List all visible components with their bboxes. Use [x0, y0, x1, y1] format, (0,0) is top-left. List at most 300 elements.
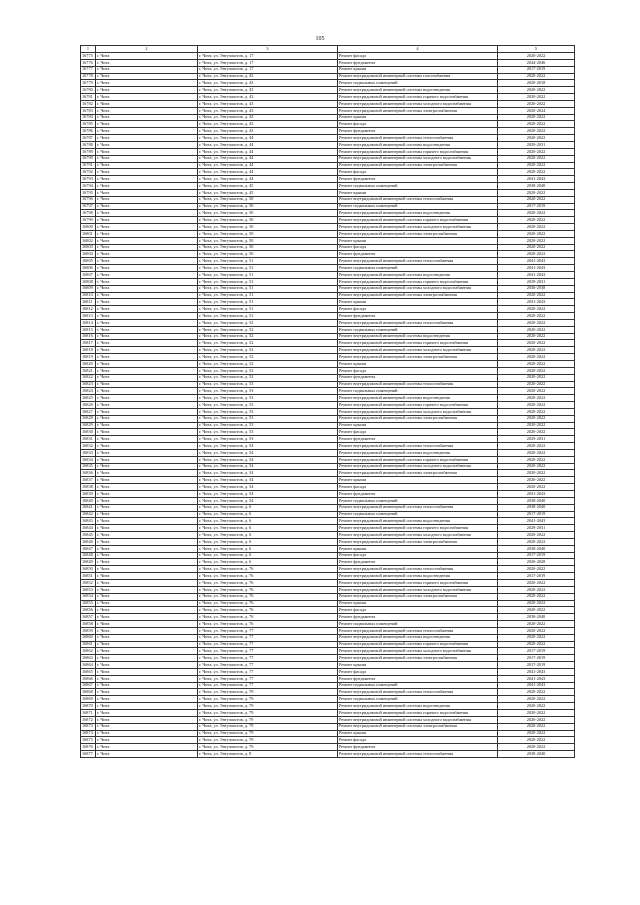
work-type: Ремонт фундамента: [338, 128, 498, 135]
period: 2020-2018: [498, 80, 575, 87]
settlement: г. Чита: [96, 319, 198, 326]
address: г. Чита, ул. Энтузиастов, д. 76: [198, 600, 338, 607]
work-type: Ремонт внутридомовой инженерной системы горячего водоснабжения: [338, 525, 498, 532]
table-row: [81, 545, 575, 552]
settlement: г. Чита: [96, 614, 198, 621]
table-row: [81, 710, 575, 717]
period: 2020-2022: [498, 402, 575, 409]
period: 2020-2022: [498, 217, 575, 224]
row-number: 16793: [81, 176, 96, 183]
settlement: г. Чита: [96, 497, 198, 504]
row-number: 16812: [81, 306, 96, 313]
address: г. Чита, ул. Энтузиастов, д. 44: [198, 135, 338, 142]
work-type: Ремонт внутридомовой инженерной системы холодного водоснабжения: [338, 463, 498, 470]
period: 2020-2022: [498, 94, 575, 101]
row-number: 16866: [81, 675, 96, 682]
work-type: Ремонт фундамента: [338, 374, 498, 381]
settlement: г. Чита: [96, 675, 198, 682]
period: 2038-2040: [498, 545, 575, 552]
table-row: [81, 696, 575, 703]
settlement: г. Чита: [96, 600, 198, 607]
table-row: [81, 230, 575, 237]
address: г. Чита, ул. Энтузиастов, д. 77: [198, 641, 338, 648]
settlement: г. Чита: [96, 737, 198, 744]
settlement: г. Чита: [96, 333, 198, 340]
work-type: Ремонт внутридомовой инженерной системы водоотведения: [338, 333, 498, 340]
settlement: г. Чита: [96, 80, 198, 87]
row-number: 16847: [81, 545, 96, 552]
table-row: [81, 87, 575, 94]
table-row: [81, 381, 575, 388]
address: г. Чита, ул. Энтузиастов, д. 52: [198, 326, 338, 333]
row-number: 16782: [81, 100, 96, 107]
address: г. Чита, ул. Энтузиастов, д. 53: [198, 408, 338, 415]
row-number: 16853: [81, 586, 96, 593]
work-type: Ремонт крыши: [338, 662, 498, 669]
row-number: 16869: [81, 696, 96, 703]
table-row: [81, 470, 575, 477]
table-row: [81, 662, 575, 669]
table-row: [81, 176, 575, 183]
work-type: Ремонт внутридомовой инженерной системы теплоснабжения: [338, 135, 498, 142]
table-row: [81, 272, 575, 279]
address: г. Чита, ул. Энтузиастов, д. 53: [198, 415, 338, 422]
work-type: Ремонт внутридомовой инженерной системы холодного водоснабжения: [338, 155, 498, 162]
settlement: г. Чита: [96, 511, 198, 518]
work-type: Ремонт фасада: [338, 244, 498, 251]
period: 2041-2043: [498, 272, 575, 279]
table-row: [81, 388, 575, 395]
period: 2029-2031: [498, 278, 575, 285]
period: 2020-2022: [498, 449, 575, 456]
settlement: г. Чита: [96, 313, 198, 320]
table-row: [81, 436, 575, 443]
row-number: 16799: [81, 217, 96, 224]
settlement: г. Чита: [96, 449, 198, 456]
period: 2041-2043: [498, 668, 575, 675]
period: 2020-2022: [498, 600, 575, 607]
period: 2017-2019: [498, 573, 575, 580]
work-type: Ремонт внутридомовой инженерной системы горячего водоснабжения: [338, 710, 498, 717]
table-row: [81, 66, 575, 73]
work-type: Ремонт внутридомовой инженерной системы водоотведения: [338, 210, 498, 217]
period: 2020-2022: [498, 251, 575, 258]
address: г. Чита, ул. Энтузиастов, д. 76: [198, 579, 338, 586]
settlement: г. Чита: [96, 730, 198, 737]
period: 2041-2043: [498, 682, 575, 689]
settlement: г. Чита: [96, 621, 198, 628]
settlement: г. Чита: [96, 224, 198, 231]
period: 2038-2040: [498, 751, 575, 758]
work-type: Ремонт подвальных помещений: [338, 183, 498, 190]
period: 2041-2043: [498, 265, 575, 272]
row-number: 16848: [81, 552, 96, 559]
work-type: Ремонт подвальных помещений: [338, 682, 498, 689]
table-row: [81, 723, 575, 730]
address: г. Чита, ул. Энтузиастов, д. 43: [198, 121, 338, 128]
table-row: [81, 292, 575, 299]
period: 2020-2022: [498, 374, 575, 381]
period: 2029-2031: [498, 525, 575, 532]
period: 2020-2022: [498, 53, 575, 60]
settlement: г. Чита: [96, 607, 198, 614]
table-row: [81, 367, 575, 374]
period: 2020-2022: [498, 532, 575, 539]
work-type: Ремонт фундамента: [338, 614, 498, 621]
table-row: [81, 114, 575, 121]
row-number: 16841: [81, 504, 96, 511]
settlement: г. Чита: [96, 408, 198, 415]
settlement: г. Чита: [96, 251, 198, 258]
work-type: Ремонт внутридомовой инженерной системы электроснабжения: [338, 354, 498, 361]
period: 2020-2022: [498, 306, 575, 313]
period: 2020-2022: [498, 395, 575, 402]
settlement: г. Чита: [96, 696, 198, 703]
settlement: г. Чита: [96, 107, 198, 114]
work-type: Ремонт внутридомовой инженерной системы теплоснабжения: [338, 443, 498, 450]
address: г. Чита, ул. Энтузиастов, д. 79: [198, 696, 338, 703]
work-type: Ремонт внутридомовой инженерной системы теплоснабжения: [338, 504, 498, 511]
table-row: [81, 730, 575, 737]
table-row: [81, 319, 575, 326]
table-row: [81, 477, 575, 484]
settlement: г. Чита: [96, 443, 198, 450]
settlement: г. Чита: [96, 723, 198, 730]
row-number: 16857: [81, 614, 96, 621]
table-row: [81, 586, 575, 593]
address: г. Чита, ул. Энтузиастов, д. 50: [198, 244, 338, 251]
table-row: [81, 244, 575, 251]
work-type: Ремонт фундамента: [338, 675, 498, 682]
period: 2020-2022: [498, 689, 575, 696]
address: г. Чита, ул. Энтузиастов, д. 77: [198, 675, 338, 682]
address: г. Чита, ул. Энтузиастов, д. 6: [198, 511, 338, 518]
address: г. Чита, ул. Энтузиастов, д. 43: [198, 128, 338, 135]
settlement: г. Чита: [96, 87, 198, 94]
work-type: Ремонт внутридомовой инженерной системы газоснабжения: [338, 73, 498, 80]
work-type: Ремонт внутридомовой инженерной системы горячего водоснабжения: [338, 340, 498, 347]
work-type: Ремонт подвальных помещений: [338, 265, 498, 272]
address: г. Чита, ул. Энтузиастов, д. 54: [198, 491, 338, 498]
period: 2020-2022: [498, 333, 575, 340]
row-number: 16855: [81, 600, 96, 607]
row-number: 16801: [81, 230, 96, 237]
period: 2020-2022: [498, 224, 575, 231]
period: 2020-2022: [498, 367, 575, 374]
settlement: г. Чита: [96, 203, 198, 210]
period: 2041-2043: [498, 299, 575, 306]
address: г. Чита, ул. Энтузиастов, д. 54: [198, 470, 338, 477]
period: 2020-2022: [498, 566, 575, 573]
period: 2020-2022: [498, 354, 575, 361]
address: г. Чита, ул. Энтузиастов, д. 43: [198, 73, 338, 80]
row-number: 16808: [81, 278, 96, 285]
period: 2020-2022: [498, 292, 575, 299]
settlement: г. Чита: [96, 217, 198, 224]
work-type: Ремонт крыши: [338, 237, 498, 244]
row-number: 16849: [81, 559, 96, 566]
table-row: [81, 107, 575, 114]
address: г. Чита, ул. Энтузиастов, д. 43: [198, 87, 338, 94]
work-type: Ремонт фасада: [338, 121, 498, 128]
table-row: [81, 224, 575, 231]
period: 2029-2031: [498, 141, 575, 148]
table-row: [81, 593, 575, 600]
row-number: 16842: [81, 511, 96, 518]
period: 2020-2022: [498, 326, 575, 333]
row-number: 16806: [81, 265, 96, 272]
address: г. Чита, ул. Энтузиастов, д. 52: [198, 354, 338, 361]
work-type: Ремонт крыши: [338, 299, 498, 306]
period: 2020-2022: [498, 347, 575, 354]
address: г. Чита, ул. Энтузиастов, д. 44: [198, 176, 338, 183]
table-row: [81, 614, 575, 621]
work-type: Ремонт крыши: [338, 600, 498, 607]
table-row: [81, 497, 575, 504]
row-number: 16836: [81, 470, 96, 477]
work-type: Ремонт внутридомовой инженерной системы электроснабжения: [338, 538, 498, 545]
settlement: г. Чита: [96, 573, 198, 580]
work-type: Ремонт крыши: [338, 189, 498, 196]
row-number: 16876: [81, 744, 96, 751]
address: г. Чита, ул. Энтузиастов, д. 6: [198, 538, 338, 545]
work-type: Ремонт внутридомовой инженерной системы горячего водоснабжения: [338, 456, 498, 463]
settlement: г. Чита: [96, 627, 198, 634]
table-row: [81, 360, 575, 367]
address: г. Чита, ул. Энтузиастов, д. 52: [198, 340, 338, 347]
address: г. Чита, ул. Энтузиастов, д. 76: [198, 621, 338, 628]
settlement: г. Чита: [96, 196, 198, 203]
row-number: 16831: [81, 436, 96, 443]
work-type: Ремонт фундамента: [338, 59, 498, 66]
column-number: 2: [96, 46, 198, 53]
period: 2020-2022: [498, 87, 575, 94]
period: 2020-2022: [498, 710, 575, 717]
work-type: Ремонт внутридомовой инженерной системы электроснабжения: [338, 162, 498, 169]
table-row: [81, 463, 575, 470]
period: 2038-2040: [498, 497, 575, 504]
work-type: Ремонт фундамента: [338, 176, 498, 183]
settlement: г. Чита: [96, 210, 198, 217]
row-number: 16777: [81, 66, 96, 73]
period: 2038-2040: [498, 183, 575, 190]
period: 2020-2022: [498, 360, 575, 367]
row-number: 16784: [81, 114, 96, 121]
settlement: г. Чита: [96, 422, 198, 429]
work-type: Ремонт внутридомовой инженерной системы горячего водоснабжения: [338, 579, 498, 586]
address: г. Чита, ул. Энтузиастов, д. 51: [198, 265, 338, 272]
period: 2020-2022: [498, 641, 575, 648]
work-type: Ремонт крыши: [338, 730, 498, 737]
settlement: г. Чита: [96, 189, 198, 196]
period: 2041-2043: [498, 675, 575, 682]
table-row: [81, 525, 575, 532]
table-row: [81, 395, 575, 402]
address: г. Чита, ул. Энтузиастов, д. 44: [198, 141, 338, 148]
settlement: г. Чита: [96, 53, 198, 60]
table-row: [81, 518, 575, 525]
period: 2020-2022: [498, 121, 575, 128]
period: 2038-2040: [498, 504, 575, 511]
settlement: г. Чита: [96, 176, 198, 183]
table-row: [81, 668, 575, 675]
settlement: г. Чита: [96, 128, 198, 135]
table-row: [81, 402, 575, 409]
table-row: [81, 689, 575, 696]
column-number: 4: [338, 46, 498, 53]
settlement: г. Чита: [96, 579, 198, 586]
period: 2026-2028: [498, 559, 575, 566]
settlement: г. Чита: [96, 662, 198, 669]
settlement: г. Чита: [96, 169, 198, 176]
address: г. Чита, ул. Энтузиастов, д. 79: [198, 703, 338, 710]
address: г. Чита, ул. Энтузиастов, д. 54: [198, 449, 338, 456]
address: г. Чита, ул. Энтузиастов, д. 50: [198, 210, 338, 217]
settlement: г. Чита: [96, 73, 198, 80]
column-number-row: [81, 46, 575, 53]
table-row: [81, 333, 575, 340]
address: г. Чита, ул. Энтузиастов, д. 54: [198, 443, 338, 450]
table-row: [81, 53, 575, 60]
address: г. Чита, ул. Энтузиастов, д. 43: [198, 94, 338, 101]
settlement: г. Чита: [96, 292, 198, 299]
period: 2036-2038: [498, 285, 575, 292]
work-type: Ремонт фундамента: [338, 491, 498, 498]
settlement: г. Чита: [96, 415, 198, 422]
settlement: г. Чита: [96, 559, 198, 566]
row-number: 16775: [81, 53, 96, 60]
settlement: г. Чита: [96, 566, 198, 573]
work-type: Ремонт крыши: [338, 114, 498, 121]
table-row: [81, 285, 575, 292]
table-row: [81, 443, 575, 450]
address: г. Чита, ул. Энтузиастов, д. 17: [198, 53, 338, 60]
work-type: Ремонт внутридомовой инженерной системы теплоснабжения: [338, 751, 498, 758]
table-row: [81, 196, 575, 203]
settlement: г. Чита: [96, 340, 198, 347]
address: г. Чита, ул. Энтузиастов, д. 51: [198, 278, 338, 285]
row-number: 16827: [81, 408, 96, 415]
address: г. Чита, ул. Энтузиастов, д. 44: [198, 155, 338, 162]
row-number: 16804: [81, 251, 96, 258]
settlement: г. Чита: [96, 100, 198, 107]
work-type: Ремонт внутридомовой инженерной системы электроснабжения: [338, 655, 498, 662]
table-row: [81, 203, 575, 210]
row-number: 16792: [81, 169, 96, 176]
table-row: [81, 80, 575, 87]
column-number: 5: [498, 46, 575, 53]
work-type: Ремонт внутридомовой инженерной системы водоотведения: [338, 573, 498, 580]
row-number: 16795: [81, 189, 96, 196]
work-type: Ремонт фасада: [338, 429, 498, 436]
row-number: 16864: [81, 662, 96, 669]
row-number: 16786: [81, 128, 96, 135]
table-row: [81, 162, 575, 169]
work-type: Ремонт внутридомовой инженерной системы водоотведения: [338, 449, 498, 456]
period: 2020-2022: [498, 744, 575, 751]
work-type: Ремонт внутридомовой инженерной системы электроснабжения: [338, 415, 498, 422]
period: 2020-2022: [498, 593, 575, 600]
table-row: [81, 94, 575, 101]
address: г. Чита, ул. Энтузиастов, д. 54: [198, 484, 338, 491]
address: г. Чита, ул. Энтузиастов, д. 77: [198, 682, 338, 689]
row-number: 16823: [81, 381, 96, 388]
settlement: г. Чита: [96, 484, 198, 491]
address: г. Чита, ул. Энтузиастов, д. 53: [198, 422, 338, 429]
row-number: 16821: [81, 367, 96, 374]
period: 2020-2022: [498, 114, 575, 121]
work-type: Ремонт внутридомовой инженерной системы электроснабжения: [338, 593, 498, 600]
row-number: 16813: [81, 313, 96, 320]
table-row: [81, 251, 575, 258]
period: 2020-2022: [498, 730, 575, 737]
work-type: Ремонт внутридомовой инженерной системы теплоснабжения: [338, 319, 498, 326]
settlement: г. Чита: [96, 285, 198, 292]
table-row: [81, 682, 575, 689]
table-row: [81, 148, 575, 155]
row-number: 16814: [81, 319, 96, 326]
work-type: Ремонт подвальных помещений: [338, 388, 498, 395]
work-type: Ремонт фасада: [338, 607, 498, 614]
row-number: 16846: [81, 538, 96, 545]
address: г. Чита, ул. Энтузиастов, д. 44: [198, 162, 338, 169]
period: 2020-2022: [498, 388, 575, 395]
address: г. Чита, ул. Энтузиастов, д. 51: [198, 292, 338, 299]
work-type: Ремонт внутридомовой инженерной системы водоотведения: [338, 272, 498, 279]
row-number: 16862: [81, 648, 96, 655]
row-number: 16850: [81, 566, 96, 573]
period: 2020-2022: [498, 210, 575, 217]
settlement: г. Чита: [96, 141, 198, 148]
period: 2020-2022: [498, 607, 575, 614]
row-number: 16815: [81, 326, 96, 333]
period: 2020-2022: [498, 484, 575, 491]
work-type: Ремонт подвальных помещений: [338, 696, 498, 703]
work-type: Ремонт внутридомовой инженерной системы холодного водоснабжения: [338, 285, 498, 292]
settlement: г. Чита: [96, 552, 198, 559]
work-type: Ремонт фасада: [338, 552, 498, 559]
work-type: Ремонт внутридомовой инженерной системы водоотведения: [338, 634, 498, 641]
address: г. Чита, ул. Энтузиастов, д. 51: [198, 258, 338, 265]
address: г. Чита, ул. Энтузиастов, д. 54: [198, 497, 338, 504]
address: г. Чита, ул. Энтузиастов, д. 43: [198, 80, 338, 87]
work-type: Ремонт внутридомовой инженерной системы теплоснабжения: [338, 627, 498, 634]
settlement: г. Чита: [96, 716, 198, 723]
row-number: 16861: [81, 641, 96, 648]
row-number: 16858: [81, 621, 96, 628]
table-row: [81, 189, 575, 196]
address: г. Чита, ул. Энтузиастов, д. 76: [198, 573, 338, 580]
period: 2020-2022: [498, 313, 575, 320]
settlement: г. Чита: [96, 470, 198, 477]
address: г. Чита, ул. Энтузиастов, д. 53: [198, 388, 338, 395]
table-row: [81, 141, 575, 148]
settlement: г. Чита: [96, 155, 198, 162]
work-type: Ремонт внутридомовой инженерной системы холодного водоснабжения: [338, 532, 498, 539]
row-number: 16839: [81, 491, 96, 498]
address: г. Чита, ул. Энтузиастов, д. 50: [198, 224, 338, 231]
settlement: г. Чита: [96, 306, 198, 313]
settlement: г. Чита: [96, 237, 198, 244]
table-row: [81, 183, 575, 190]
address: г. Чита, ул. Энтузиастов, д. 77: [198, 662, 338, 669]
table-row: [81, 299, 575, 306]
work-type: Ремонт внутридомовой инженерной системы электроснабжения: [338, 107, 498, 114]
table-row: [81, 675, 575, 682]
address: г. Чита, ул. Энтузиастов, д. 8: [198, 751, 338, 758]
work-type: Ремонт внутридомовой инженерной системы холодного водоснабжения: [338, 648, 498, 655]
period: 2020-2022: [498, 169, 575, 176]
